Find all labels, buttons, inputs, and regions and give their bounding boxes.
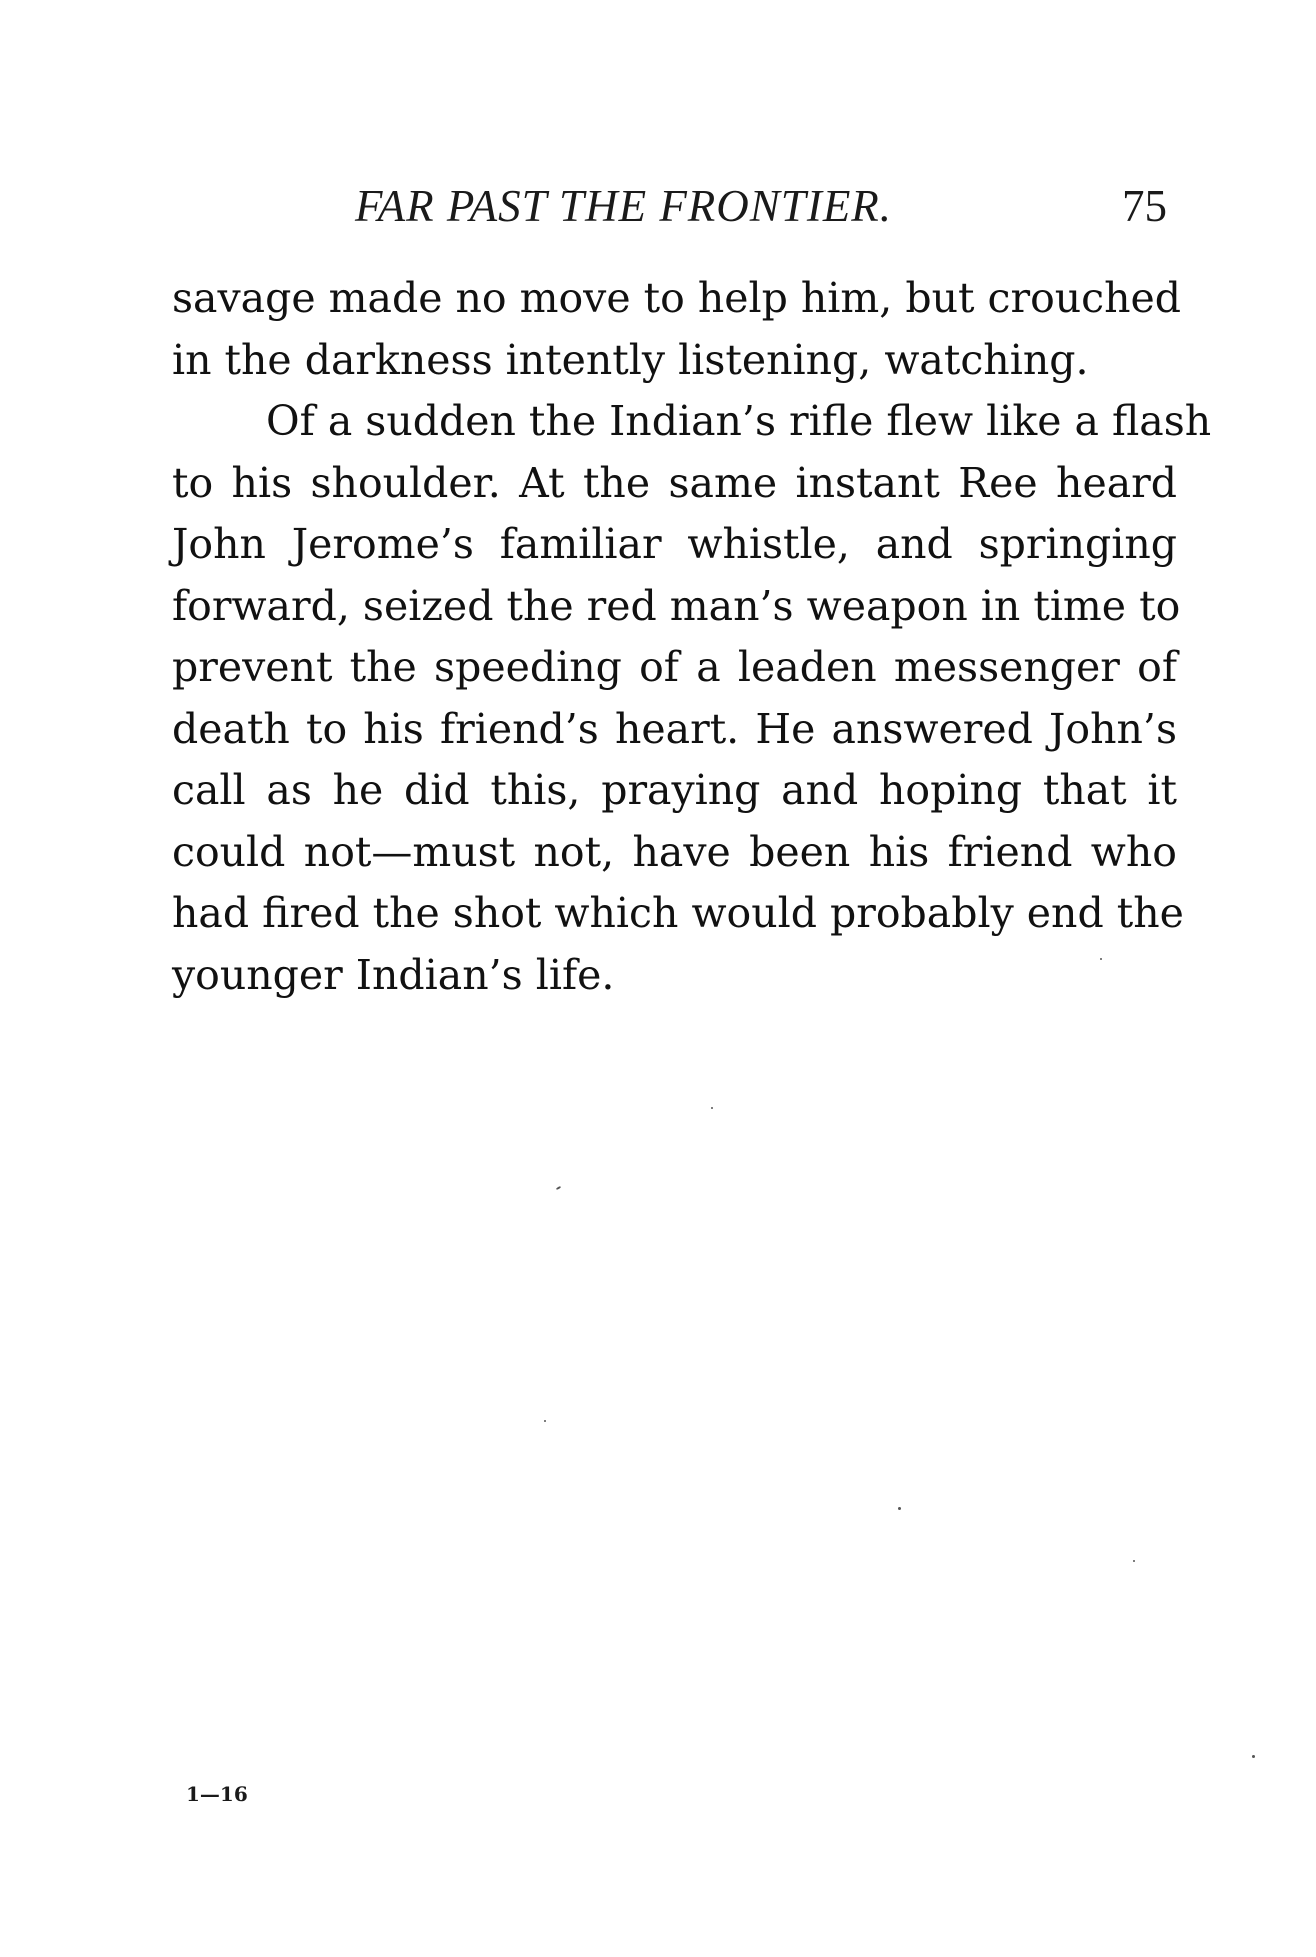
body-text [172,268,1212,1006]
running-head-title: FAR PAST THE FRONTIER. [355,181,893,231]
text-line: could not—must not, have been his friend who [172,827,1177,876]
page-number: 75 [1122,181,1167,231]
text-line: forward, seized the red man’s weapon in time to [172,581,1181,630]
printer-signature-mark: 1—16 [186,1782,248,1806]
text-line: John Jerome’s familiar whistle, and springing [172,520,1177,568]
text-line: Of a sudden the Indian’s rifle flew like a flash [266,397,1212,445]
text-line: to his shoulder. At the same instant Ree heard [172,458,1177,507]
scan-speck [556,1186,561,1190]
scan-speck [1100,958,1102,960]
text-line: had fired the shot which would probably end the [172,889,1184,937]
scan-speck [1133,1560,1135,1562]
text-line: in the darkness intently listening, watching. [172,335,1089,384]
scan-speck [898,1507,901,1510]
text-line: prevent the speeding of a leaden messenger of [172,643,1177,691]
text-line: younger Indian’s life. [172,950,615,999]
text-line: call as he did this, praying and hoping that it [172,766,1177,814]
scan-speck [1252,1755,1255,1758]
scan-speck [544,1420,546,1422]
text-line: savage made no move to help him, but crouched [172,274,1182,322]
text-line: death to his friend’s heart. He answered John’s [172,704,1177,753]
scan-speck [711,1107,713,1109]
